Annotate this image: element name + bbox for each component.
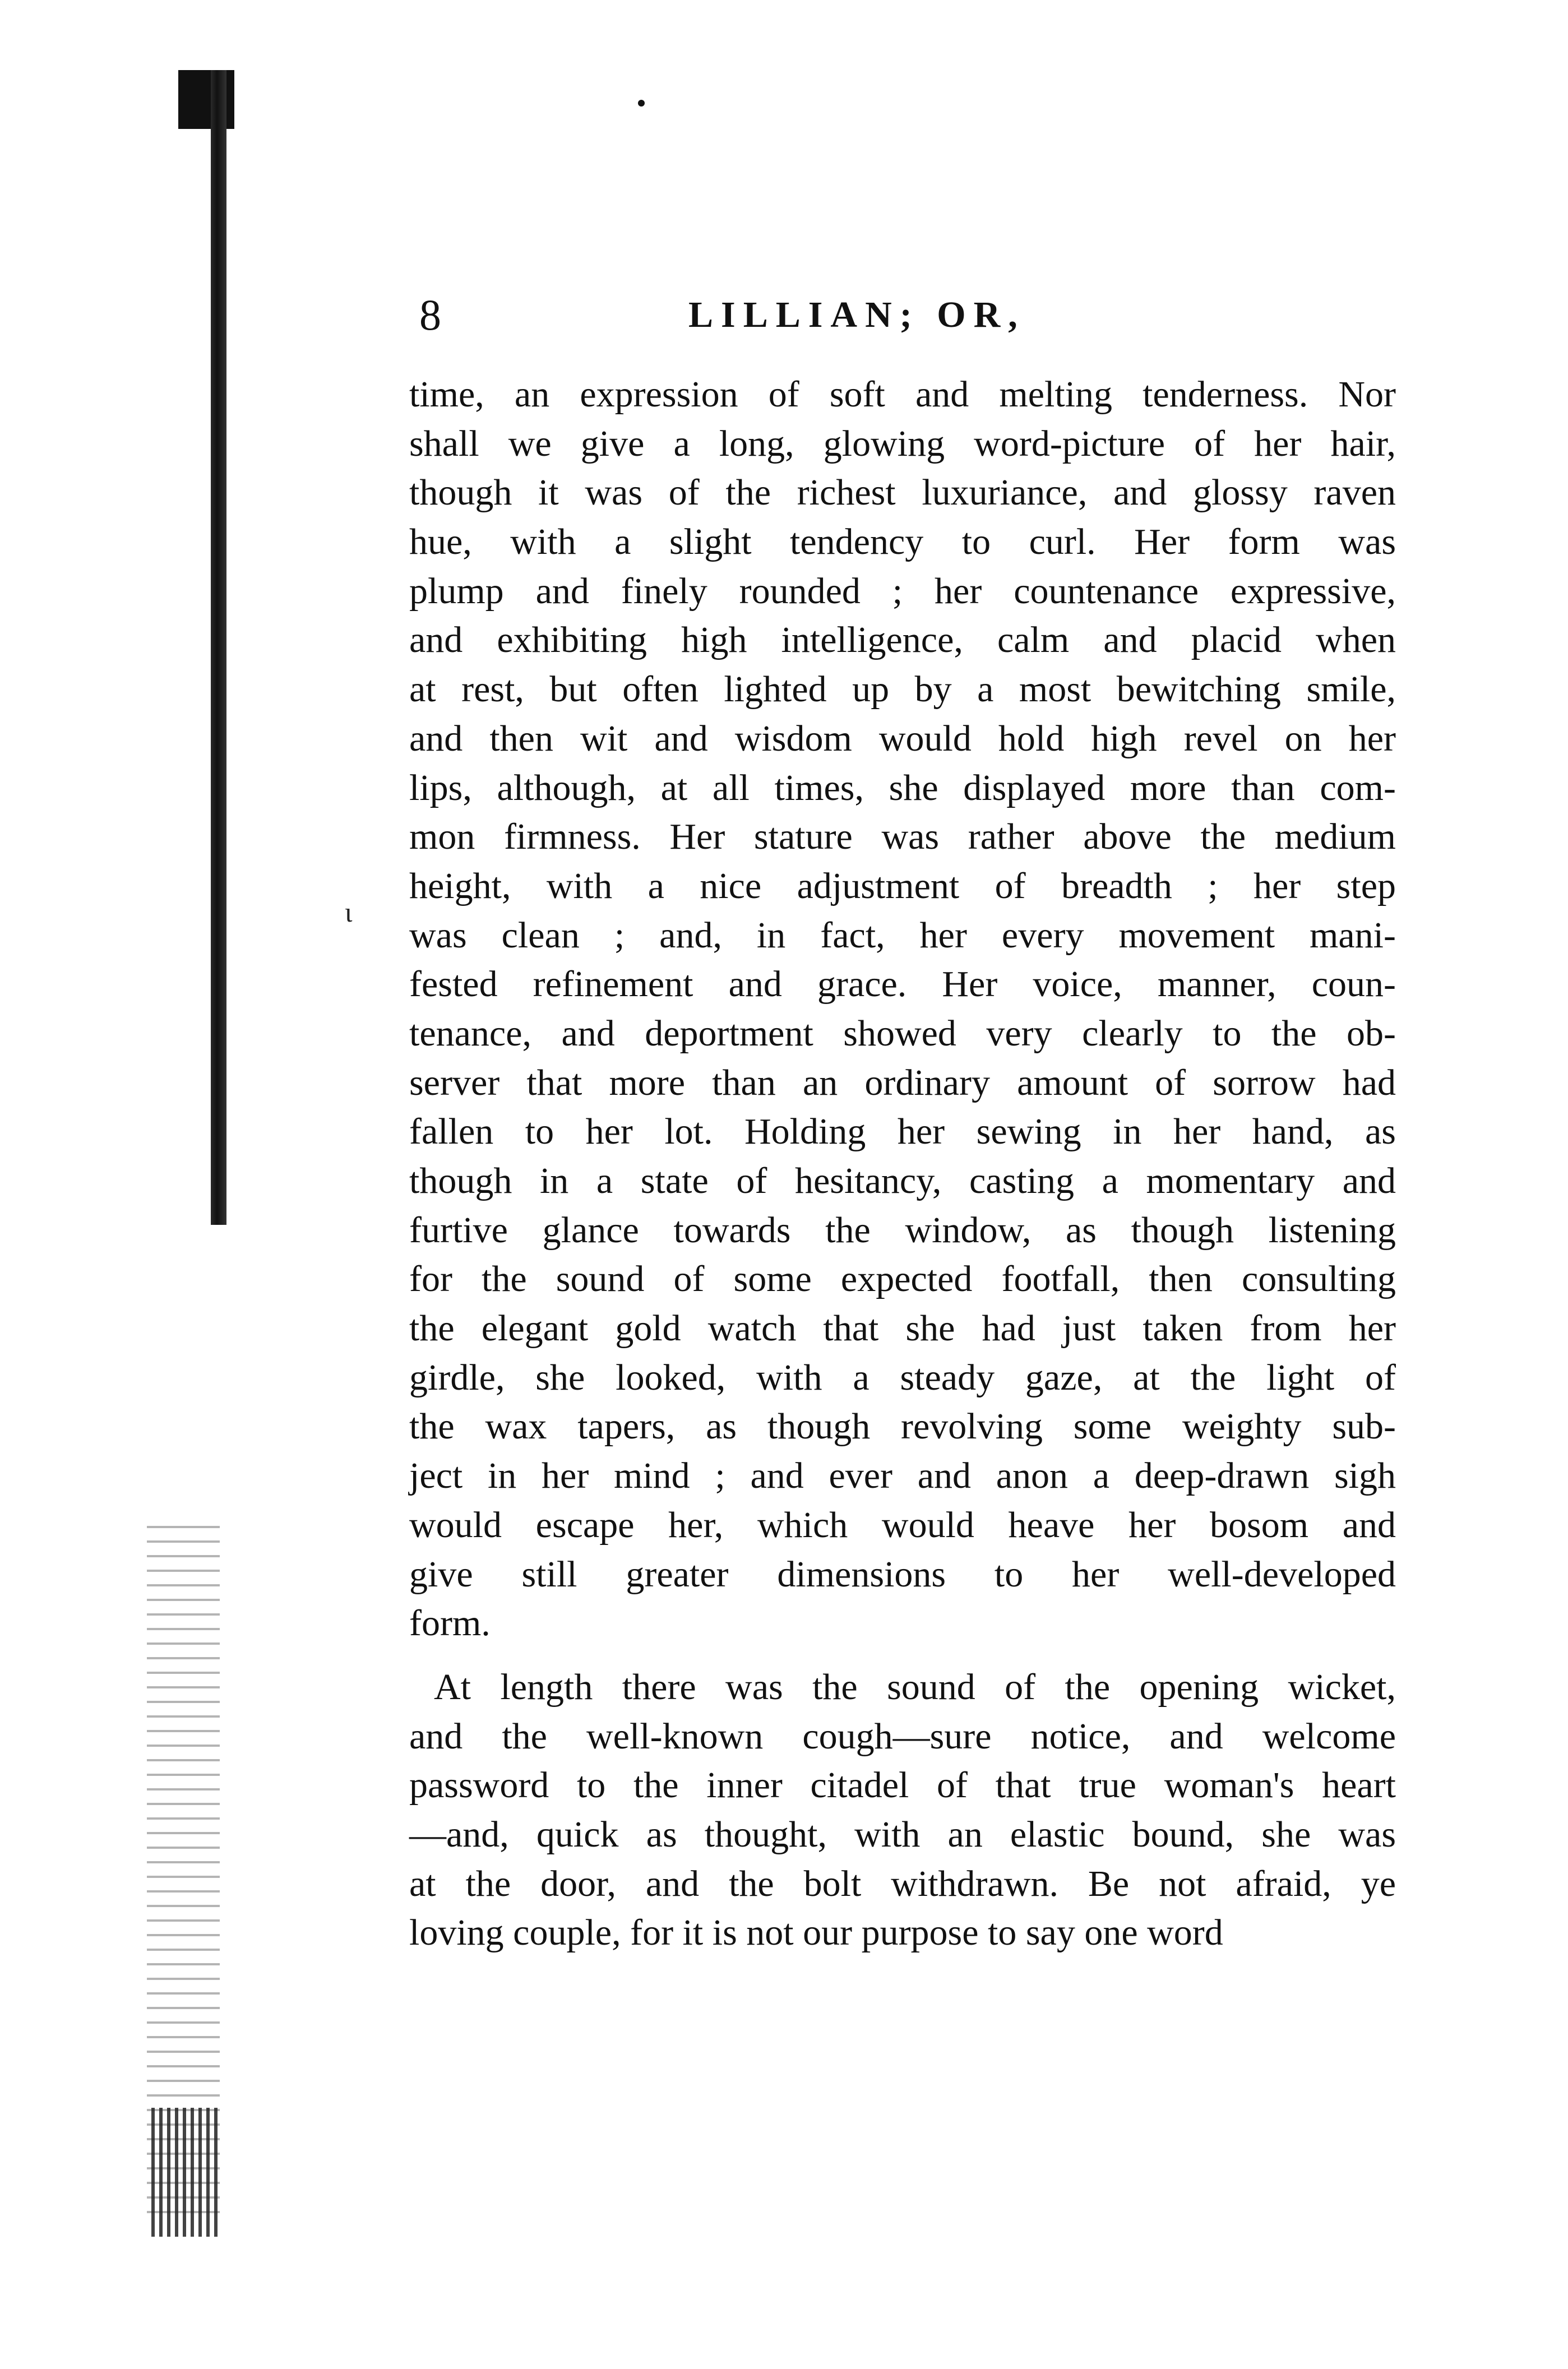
text-line: hue, with a slight tendency to curl. Her form was xyxy=(409,521,1396,563)
text-line: plump and finely rounded ; her countenance expressive, xyxy=(409,570,1396,612)
text-line: the elegant gold watch that she had just taken from her xyxy=(409,1308,1396,1349)
text-line: though it was of the richest luxuriance, and glossy raven xyxy=(409,472,1396,513)
binding-shadow-foot xyxy=(151,2108,219,2237)
text-line: and the well-known cough—sure notice, and welcome xyxy=(409,1715,1396,1757)
text-line: time, an expression of soft and melting tenderness. Nor xyxy=(409,374,1396,415)
text-line: password to the inner citadel of that true woman's heart xyxy=(409,1765,1396,1806)
text-line: at rest, but often lighted up by a most bewitching smile, xyxy=(409,669,1396,710)
ink-speck xyxy=(638,100,645,107)
body-text xyxy=(409,370,1396,1958)
text-line: At length there was the sound of the opening wicket, xyxy=(434,1666,1396,1708)
text-line: the wax tapers, as though revolving some weighty sub- xyxy=(409,1406,1396,1447)
margin-mark: ι xyxy=(345,896,353,928)
text-line: loving couple, for it is not our purpose to say one word xyxy=(409,1912,1223,1954)
text-line: furtive glance towards the window, as though listening xyxy=(409,1209,1396,1251)
text-line: girdle, she looked, with a steady gaze, at the light of xyxy=(409,1357,1396,1398)
text-line: would escape her, which would heave her bosom and xyxy=(409,1504,1396,1546)
paragraph xyxy=(409,1663,1396,1958)
text-line: form. xyxy=(409,1603,491,1644)
page-number: 8 xyxy=(419,290,441,339)
text-line: though in a state of hesitancy, casting a momentary and xyxy=(409,1160,1396,1201)
text-line: and then wit and wisdom would hold high revel on her xyxy=(409,718,1396,759)
running-head xyxy=(419,287,1384,343)
binding-shadow xyxy=(211,70,226,1225)
text-line: fested refinement and grace. Her voice, manner, coun- xyxy=(409,964,1396,1005)
text-line: at the door, and the bolt withdrawn. Be not afraid, ye xyxy=(409,1863,1396,1904)
text-line: lips, although, at all times, she displayed more than com- xyxy=(409,767,1396,808)
text-line: —and, quick as thought, with an elastic bound, she was xyxy=(409,1813,1396,1855)
text-line: fallen to her lot. Holding her sewing in her hand, as xyxy=(409,1111,1396,1153)
text-line: height, with a nice adjustment of breadth ; her step xyxy=(409,865,1396,906)
text-line: shall we give a long, glowing word-picture of her hair, xyxy=(409,423,1396,464)
paragraph xyxy=(409,370,1396,1648)
paragraph-gap xyxy=(409,1648,1396,1663)
text-line: and exhibiting high intelligence, calm and placid when xyxy=(409,619,1396,661)
text-line: tenance, and deportment showed very clearly to the ob- xyxy=(409,1012,1396,1054)
text-line: give still greater dimensions to her well-developed xyxy=(409,1553,1396,1595)
text-line: mon firmness. Her stature was rather above the medium xyxy=(409,816,1396,858)
text-line: for the sound of some expected footfall, then consulting xyxy=(409,1258,1396,1300)
running-title: LILLIAN; OR, xyxy=(688,294,1025,335)
text-line: server that more than an ordinary amount of sorrow had xyxy=(409,1062,1396,1103)
text-line: was clean ; and, in fact, her every movement mani- xyxy=(409,914,1396,956)
text-line: ject in her mind ; and ever and anon a deep-drawn sigh xyxy=(409,1455,1396,1497)
